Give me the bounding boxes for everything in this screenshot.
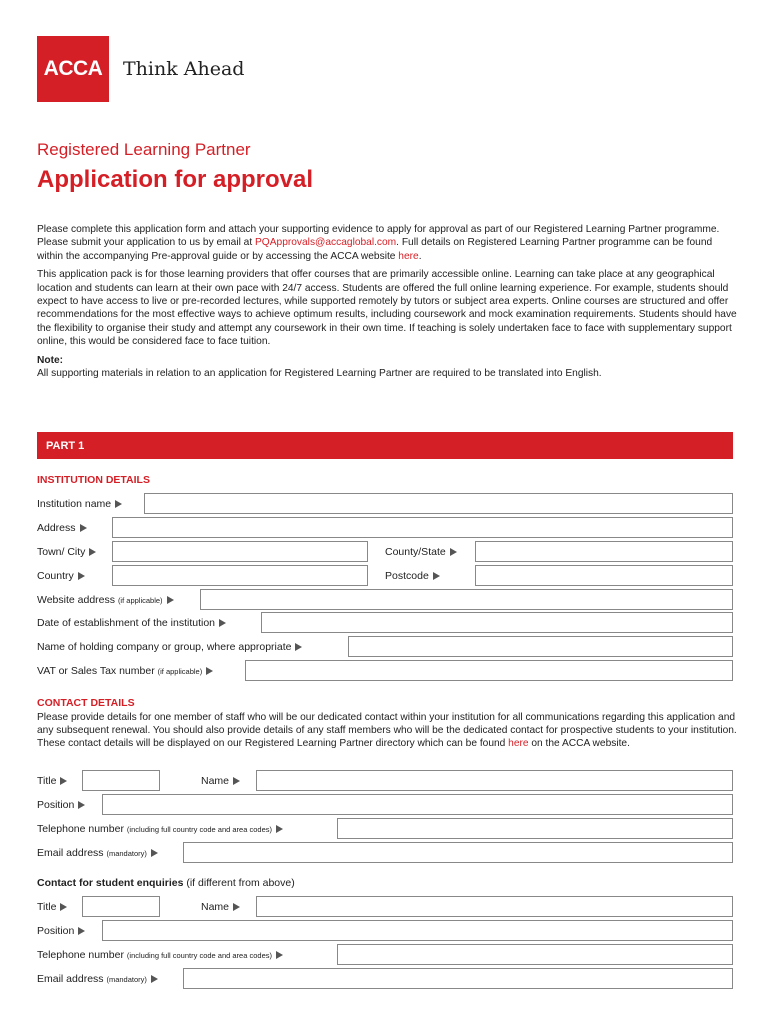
town-city-input[interactable]: [112, 541, 368, 562]
arrow-right-icon: [151, 849, 158, 857]
intro-p1-text-c: .: [418, 250, 422, 262]
country-label-text: Country: [37, 570, 74, 582]
contact-phone-note: (including full country code and area codes): [126, 825, 272, 834]
contact-phone-label: [37, 823, 283, 835]
student-position-input[interactable]: [102, 920, 733, 941]
student-name-input[interactable]: [256, 896, 733, 917]
contact-details-heading: CONTACT DETAILS: [37, 697, 135, 709]
student-position-label: [37, 925, 85, 937]
logo-tagline: Think Ahead: [123, 58, 245, 80]
contact-email-label: [37, 847, 158, 859]
contact-name-label-text: Name: [201, 775, 230, 787]
arrow-right-icon: [233, 903, 240, 911]
town-city-label-text: Town/ City: [37, 546, 86, 558]
student-name-label-text: Name: [201, 901, 230, 913]
contact-position-label: [37, 799, 85, 811]
date-establishment-label-text: Date of establishment of the institution: [37, 617, 216, 629]
contact-desc-text-b: on the ACCA website.: [528, 738, 630, 750]
arrow-right-icon: [206, 667, 213, 675]
date-establishment-input[interactable]: [261, 612, 733, 633]
institution-name-label: [37, 498, 122, 510]
arrow-right-icon: [167, 596, 174, 604]
holding-company-label: [37, 641, 302, 653]
student-phone-label-text: Telephone number: [37, 949, 124, 961]
website-address-input[interactable]: [200, 589, 733, 610]
website-address-label-text: Website address: [37, 594, 116, 606]
contact-email-label-text: Email address: [37, 847, 104, 859]
address-label-text: Address: [37, 522, 76, 534]
page-subtitle: Registered Learning Partner: [37, 140, 251, 159]
contact-email-note: (mandatory): [106, 849, 147, 858]
arrow-right-icon: [276, 951, 283, 959]
website-address-note: (if applicable): [117, 596, 163, 605]
contact-title-input[interactable]: [82, 770, 160, 791]
postcode-label: [385, 570, 440, 582]
student-position-label-text: Position: [37, 925, 75, 937]
arrow-right-icon: [60, 777, 67, 785]
contact-email-input[interactable]: [183, 842, 733, 863]
contact-name-label: [201, 775, 240, 787]
county-state-label: [385, 546, 457, 558]
note-label: Note:: [37, 354, 64, 366]
county-state-input[interactable]: [475, 541, 733, 562]
student-email-label: [37, 973, 158, 985]
student-phone-note: (including full country code and area codes): [126, 951, 272, 960]
student-phone-input[interactable]: [337, 944, 733, 965]
address-label: [37, 522, 87, 534]
contact-phone-label-text: Telephone number: [37, 823, 124, 835]
arrow-right-icon: [78, 572, 85, 580]
contact-title-label-text: Title: [37, 775, 57, 787]
arrow-right-icon: [89, 548, 96, 556]
note-text: All supporting materials in relation to an application for Registered Learning Partner are required to be translated into English.: [37, 368, 602, 380]
contact-desc-text-a: Please provide details for one member of staff who will be our dedicated contact within your institution for all communications regarding this application and any subsequent renewal. You should also provide details of any staff members who will be the dedicated contact for prospective students to your institution. These contact details will be displayed on our Registered Learning Partner directory which can be found: [37, 712, 737, 750]
county-state-label-text: County/State: [385, 546, 446, 558]
student-title-input[interactable]: [82, 896, 160, 917]
country-label: [37, 570, 85, 582]
student-email-input[interactable]: [183, 968, 733, 989]
arrow-right-icon: [60, 903, 67, 911]
contact-title-label: [37, 775, 67, 787]
email-link[interactable]: PQApprovals@accaglobal.com: [255, 237, 397, 249]
holding-company-label-text: Name of holding company or group, where appropriate: [37, 641, 292, 653]
arrow-right-icon: [450, 548, 457, 556]
intro-paragraph-1: [37, 223, 737, 263]
intro-p1-text-a: Please complete this application form and attach your supporting evidence to apply for approval as part of our Registered Learning Partner programme. Please submit your application to us by email at: [37, 224, 720, 249]
contact-phone-input[interactable]: [337, 818, 733, 839]
intro-p1-text-b: . Full details on Registered Learning Partner programme can be found within the accompanying Pre-approval guide or by accessing the ACCA website: [37, 237, 713, 262]
postcode-label-text: Postcode: [385, 570, 429, 582]
arrow-right-icon: [80, 524, 87, 532]
arrow-right-icon: [233, 777, 240, 785]
holding-company-input[interactable]: [348, 636, 733, 657]
vat-number-label: [37, 665, 213, 677]
arrow-right-icon: [433, 572, 440, 580]
part-1-header: PART 1: [37, 432, 733, 459]
student-title-label: [37, 901, 67, 913]
student-email-note: (mandatory): [106, 975, 147, 984]
vat-number-input[interactable]: [245, 660, 733, 681]
contact-position-input[interactable]: [102, 794, 733, 815]
intro-paragraph-2: This application pack is for those learning providers that offer courses that are primarily accessible online. Learning can take place at any geographical location and students can learn at their own pace with 24/7 access. Students are offered the full online learning experience. For example, students should expect to have access to live or pre-recorded lectures, while supported remotely by tutors or subject area experts. Online courses are structured and offer recommendations for the most effective ways to achieve optimum results, including coursework and mock examination requirements. Students should have the flexibility to organise their study and attempt any coursework in their own time. If teaching is solely undertaken face to face with supplementary support online, this would be considered face to face tuition.: [37, 269, 737, 348]
contact-description: [37, 711, 737, 751]
arrow-right-icon: [276, 825, 283, 833]
arrow-right-icon: [219, 619, 226, 627]
directory-here-link[interactable]: here: [508, 738, 529, 750]
vat-number-note: (if applicable): [157, 667, 203, 676]
website-here-link[interactable]: here: [398, 250, 419, 262]
institution-name-label-text: Institution name: [37, 498, 112, 510]
town-city-label: [37, 546, 96, 558]
vat-number-label-text: VAT or Sales Tax number: [37, 665, 155, 677]
student-enquiries-heading-rest: (if different from above): [183, 877, 295, 889]
student-email-label-text: Email address: [37, 973, 104, 985]
student-title-label-text: Title: [37, 901, 57, 913]
arrow-right-icon: [151, 975, 158, 983]
student-enquiries-heading: [37, 877, 295, 889]
arrow-right-icon: [78, 801, 85, 809]
acca-logo: [37, 36, 244, 102]
page-title: Application for approval: [37, 166, 314, 193]
student-name-label: [201, 901, 240, 913]
student-phone-label: [37, 949, 283, 961]
date-establishment-label: [37, 617, 226, 629]
arrow-right-icon: [295, 643, 302, 651]
country-input[interactable]: [112, 565, 368, 586]
student-enquiries-heading-bold: Contact for student enquiries: [37, 877, 184, 889]
institution-name-input[interactable]: [144, 493, 733, 514]
postcode-input[interactable]: [475, 565, 733, 586]
intro-text: [37, 223, 737, 380]
institution-details-heading: INSTITUTION DETAILS: [37, 474, 150, 486]
arrow-right-icon: [115, 500, 122, 508]
contact-position-label-text: Position: [37, 799, 75, 811]
website-address-label: [37, 594, 174, 606]
arrow-right-icon: [78, 927, 85, 935]
acca-logo-mark: ACCA: [37, 36, 109, 102]
address-input[interactable]: [112, 517, 733, 538]
contact-name-input[interactable]: [256, 770, 733, 791]
